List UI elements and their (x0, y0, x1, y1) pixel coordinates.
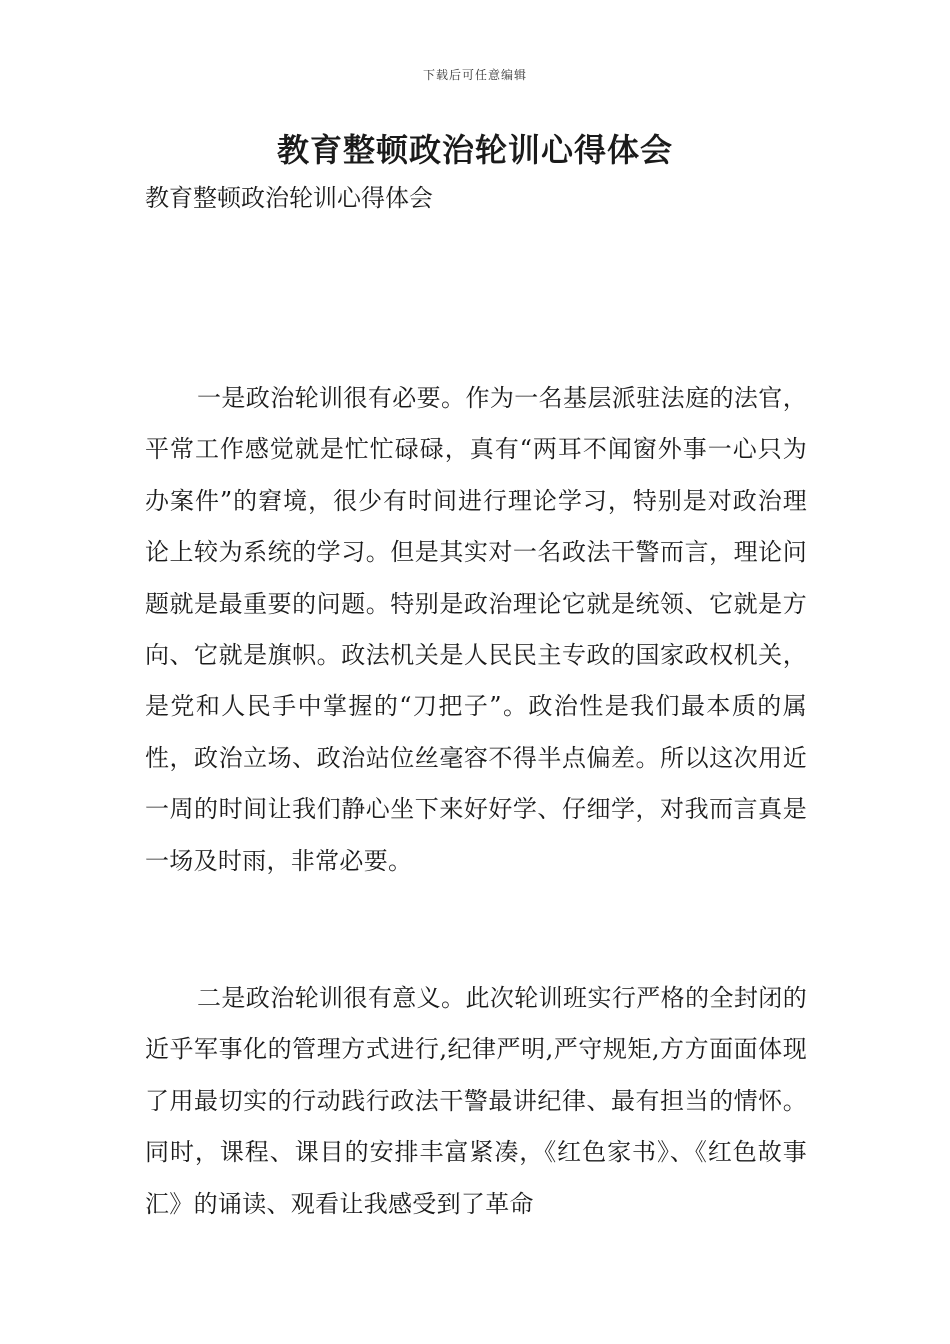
document-title: 教育整顿政治轮训心得体会 (276, 131, 673, 169)
paragraph-2: 二是政治轮训很有意义。此次轮训班实行严格的全封闭的近乎军事化的管理方式进行,纪律严明,严守规矩,方方面面体现了用最切实的行动践行政法干警最讲纪律、最有担当的情怀。同时，课程、课目的安排丰富紧凑，《红色家书》、《红色故事汇》的诵读、观看让我感受到了革命 (145, 984, 807, 1218)
paragraph-block-2 (145, 973, 807, 1230)
paragraph-1: 一是政治轮训很有必要。作为一名基层派驻法庭的法官，平常工作感觉就是忙忙碌碌，真有“两耳不闻窗外事一心只为办案件”的窘境，很少有时间进行理论学习，特别是对政治理论上较为系统的学习。但是其实对一名政法干警而言，理论问题就是最重要的问题。特别是政治理论它就是统领、它就是方向、它就是旗帜。政法机关是人民民主专政的国家政权机关，是党和人民手中掌握的“刀把子”。政治性是我们最本质的属性，政治立场、政治站位丝毫容不得半点偏差。所以这次用近一周的时间让我们静心坐下来好好学、仔细学，对我而言真是一场及时雨，非常必要。 (145, 384, 807, 875)
paragraph-block-1 (145, 373, 807, 887)
document-subtitle: 教育整顿政治轮训心得体会 (145, 184, 433, 212)
header-note: 下载后可任意编辑 (422, 68, 527, 82)
